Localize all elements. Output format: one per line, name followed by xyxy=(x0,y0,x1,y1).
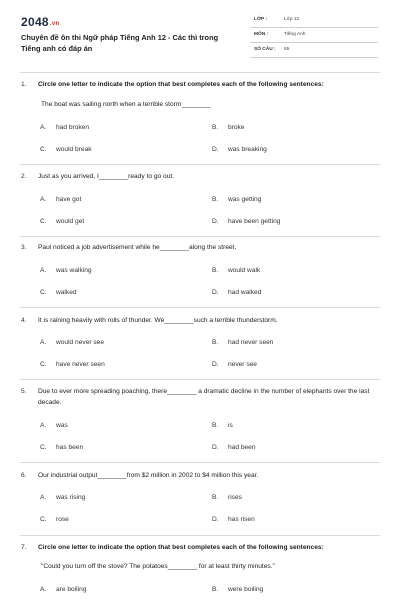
option-b[interactable]: B. is xyxy=(212,422,233,429)
option-d[interactable]: D. was breaking xyxy=(212,146,267,153)
question-stem: "Could you turn off the stove? The potatoes________ for at least thirty minutes." xyxy=(41,563,275,570)
option-d[interactable]: D. have been getting xyxy=(212,218,281,225)
option-d[interactable]: D. had been xyxy=(212,444,256,451)
meta-class-value: Lớp 12 xyxy=(284,17,300,22)
option-a[interactable]: A. had broken xyxy=(40,124,89,131)
meta-subject-value: Tiếng Anh xyxy=(284,32,306,37)
meta-subject xyxy=(250,29,378,43)
option-c[interactable]: C. have never seen xyxy=(40,361,105,368)
question-number: 1. xyxy=(21,81,27,88)
question-stem: The boat was sailing north when a terrible storm________ xyxy=(41,101,211,108)
brand-logo[interactable] xyxy=(21,15,59,29)
document-header xyxy=(0,0,400,80)
question-number: 5. xyxy=(21,388,27,395)
question-stem: Just as you arrived, I________ready to go out. xyxy=(38,173,174,180)
header-divider xyxy=(20,72,380,73)
meta-count xyxy=(250,44,378,58)
option-b[interactable]: B. would walk xyxy=(212,267,261,274)
option-a[interactable]: A. was xyxy=(40,422,68,429)
question-number: 3. xyxy=(21,244,27,251)
question-stem: Our industrial output________from $2 million in 2002 to $4 million this year. xyxy=(38,472,259,479)
option-a[interactable]: A. have got xyxy=(40,196,82,203)
option-b[interactable]: B. were boiling xyxy=(212,586,264,593)
question-number: 4. xyxy=(21,317,27,324)
option-a[interactable]: A. was rising xyxy=(40,494,86,501)
question-divider xyxy=(20,462,380,463)
option-c[interactable]: C. would get xyxy=(40,218,85,225)
question-stem: Paul noticed a job advertisement while he________along the street. xyxy=(38,244,237,251)
question-divider xyxy=(20,307,380,308)
question-divider xyxy=(20,164,380,165)
question-divider xyxy=(20,535,380,536)
option-d[interactable]: D. had walked xyxy=(212,289,262,296)
question-divider xyxy=(20,236,380,237)
option-b[interactable]: B. was getting xyxy=(212,196,262,203)
option-b[interactable]: B. broke xyxy=(212,124,245,131)
brand-tld: .vn xyxy=(49,21,60,27)
option-b[interactable]: B. rises xyxy=(212,494,242,501)
option-a[interactable]: A. was walking xyxy=(40,267,92,274)
question-instruction: Circle one letter to indicate the option that best completes each of the following sentences: xyxy=(38,81,324,88)
meta-count-value: 65 xyxy=(284,47,290,52)
option-a[interactable]: A. are boiling xyxy=(40,586,87,593)
option-c[interactable]: C. would break xyxy=(40,146,92,153)
meta-class xyxy=(250,14,378,28)
question-instruction: Circle one letter to indicate the option that best completes each of the following sentences: xyxy=(38,544,324,551)
question-divider xyxy=(20,379,380,380)
brand-name: 2048 xyxy=(21,15,49,29)
option-b[interactable]: B. had never seen xyxy=(212,339,274,346)
option-a[interactable]: A. would never see xyxy=(40,339,105,346)
question-number: 7. xyxy=(21,544,27,551)
meta-class-label: LỚP : xyxy=(254,17,268,22)
question-number: 6. xyxy=(21,472,27,479)
option-d[interactable]: D. has risen xyxy=(212,516,255,523)
document-title: Chuyên đề ôn thi Ngữ pháp Tiếng Anh 12 - Các thì trong Tiếng anh có đáp án xyxy=(21,33,219,53)
question-stem: Due to ever more spreading poaching, there________ a dramatic decline in the number of elephants over the last decade. xyxy=(38,388,370,406)
meta-count-label: SỐ CÂU : xyxy=(254,47,276,52)
question-stem: It is raining heavily with rolls of thunder. We________such a terrible thunderstorm. xyxy=(38,317,278,324)
option-c[interactable]: C. has been xyxy=(40,444,84,451)
option-c[interactable]: C. rose xyxy=(40,516,69,523)
question-number: 2. xyxy=(21,173,27,180)
option-d[interactable]: D. never see xyxy=(212,361,257,368)
meta-subject-label: MÔN : xyxy=(254,32,269,37)
option-c[interactable]: C. walked xyxy=(40,289,77,296)
